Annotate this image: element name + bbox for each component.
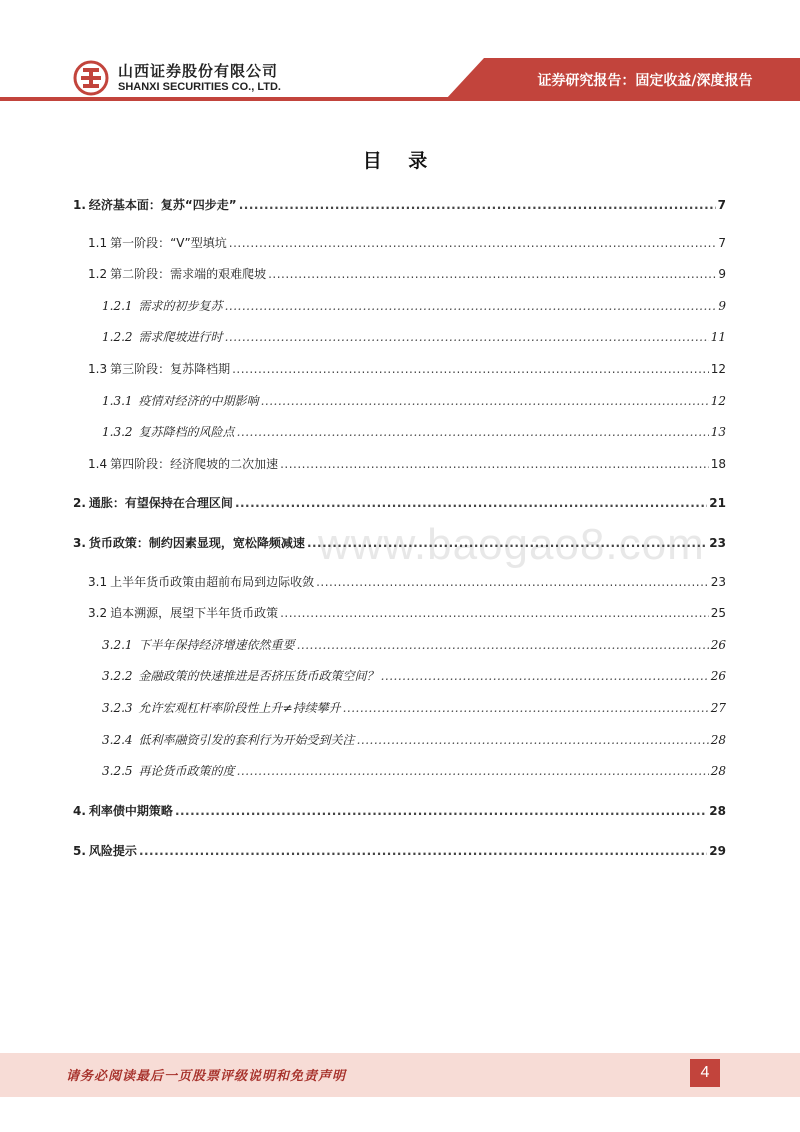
- toc-entry[interactable]: 3. 货币政策：制约因素显现，宽松降频减速 ..... 23: [73, 534, 726, 552]
- toc-page-number: 28: [710, 764, 726, 778]
- toc-entry[interactable]: 3.2 追本溯源，展望下半年货币政策 ..... 25: [88, 604, 726, 622]
- toc-entry[interactable]: 3.2.1 下半年保持经济增速依然重要 ..... 26: [102, 636, 726, 654]
- toc-page-number: 23: [709, 536, 726, 550]
- toc-entry[interactable]: 1.3.2 复苏降档的风险点 ..... 13: [102, 423, 726, 441]
- toc-entry[interactable]: 3.2.2 金融政策的快速推进是否挤压货币政策空间？ ..... 26: [102, 667, 726, 685]
- toc-entry[interactable]: 3.2.3 允许宏观杠杆率阶段性上升≠持续攀升 ..... 27: [102, 699, 726, 717]
- toc-page-number: 11: [710, 330, 726, 344]
- toc-page-number: 28: [710, 733, 726, 747]
- toc-entry[interactable]: 1. 经济基本面：复苏“四步走” ..... 7: [73, 196, 726, 214]
- toc-entry[interactable]: 3.1 上半年货币政策由超前布局到边际收敛 ..... 23: [88, 573, 726, 591]
- disclaimer-notice: 请务必阅读最后一页股票评级说明和免责声明: [66, 1069, 347, 1084]
- toc-page-number: 9: [718, 299, 726, 313]
- toc-page-number: 29: [709, 844, 726, 858]
- toc-page-number: 7: [717, 198, 726, 212]
- toc-page-number: 28: [709, 804, 726, 818]
- toc-entry[interactable]: 4. 利率债中期策略 ..... 28: [73, 802, 726, 820]
- header-divider: [0, 97, 800, 101]
- toc-page-number: 23: [710, 575, 726, 589]
- toc-entry[interactable]: 1.4 第四阶段：经济爬坡的二次加速 ..... 18: [88, 455, 726, 473]
- toc-entry[interactable]: 1.2 第二阶段：需求端的艰难爬坡 ..... 9: [88, 265, 726, 283]
- toc-page-number: 13: [710, 425, 726, 439]
- toc-entry[interactable]: 1.2.1 需求的初步复苏 ..... 9: [102, 297, 726, 315]
- toc-page-number: 12: [710, 362, 726, 376]
- toc-entry[interactable]: 5. 风险提示 ..... 29: [73, 842, 726, 860]
- toc-entry[interactable]: 3.2.4 低利率融资引发的套利行为开始受到关注 ..... 28: [102, 731, 726, 749]
- toc-page-number: 18: [710, 457, 726, 471]
- toc-page-number: 27: [710, 701, 726, 715]
- toc-page-number: 7: [718, 236, 726, 250]
- toc-page-number: 25: [710, 606, 726, 620]
- toc-entry[interactable]: 3.2.5 再论货币政策的度 ..... 28: [102, 762, 726, 780]
- toc-page-number: 26: [710, 669, 726, 683]
- company-name-en: SHANXI SECURITIES CO., LTD.: [118, 81, 281, 93]
- toc-entry[interactable]: 1.3.1 疫情对经济的中期影响 ..... 12: [102, 392, 726, 410]
- toc-entry[interactable]: 1.3 第三阶段：复苏降档期 ..... 12: [88, 360, 726, 378]
- page-number: 4: [690, 1059, 720, 1087]
- shanxi-securities-logo-icon: [73, 60, 109, 96]
- toc-entry[interactable]: 1.1 第一阶段：“V”型填坑 ..... 7: [88, 234, 726, 252]
- watermark: www.baogao8.com: [318, 520, 705, 569]
- report-type-label: 证券研究报告：固定收益/深度报告: [537, 73, 753, 89]
- toc-page-number: 26: [710, 638, 726, 652]
- toc-page-number: 21: [709, 496, 726, 510]
- company-name-cn: 山西证券股份有限公司: [118, 62, 279, 80]
- toc-entry[interactable]: 1.2.2 需求爬坡进行时 ..... 11: [102, 328, 726, 346]
- toc-title: 目 录: [362, 150, 438, 172]
- toc-entry[interactable]: 2. 通胀：有望保持在合理区间 ..... 21: [73, 494, 726, 512]
- toc-page-number: 9: [718, 267, 726, 281]
- page-header: [0, 0, 800, 100]
- toc-page-number: 12: [710, 394, 726, 408]
